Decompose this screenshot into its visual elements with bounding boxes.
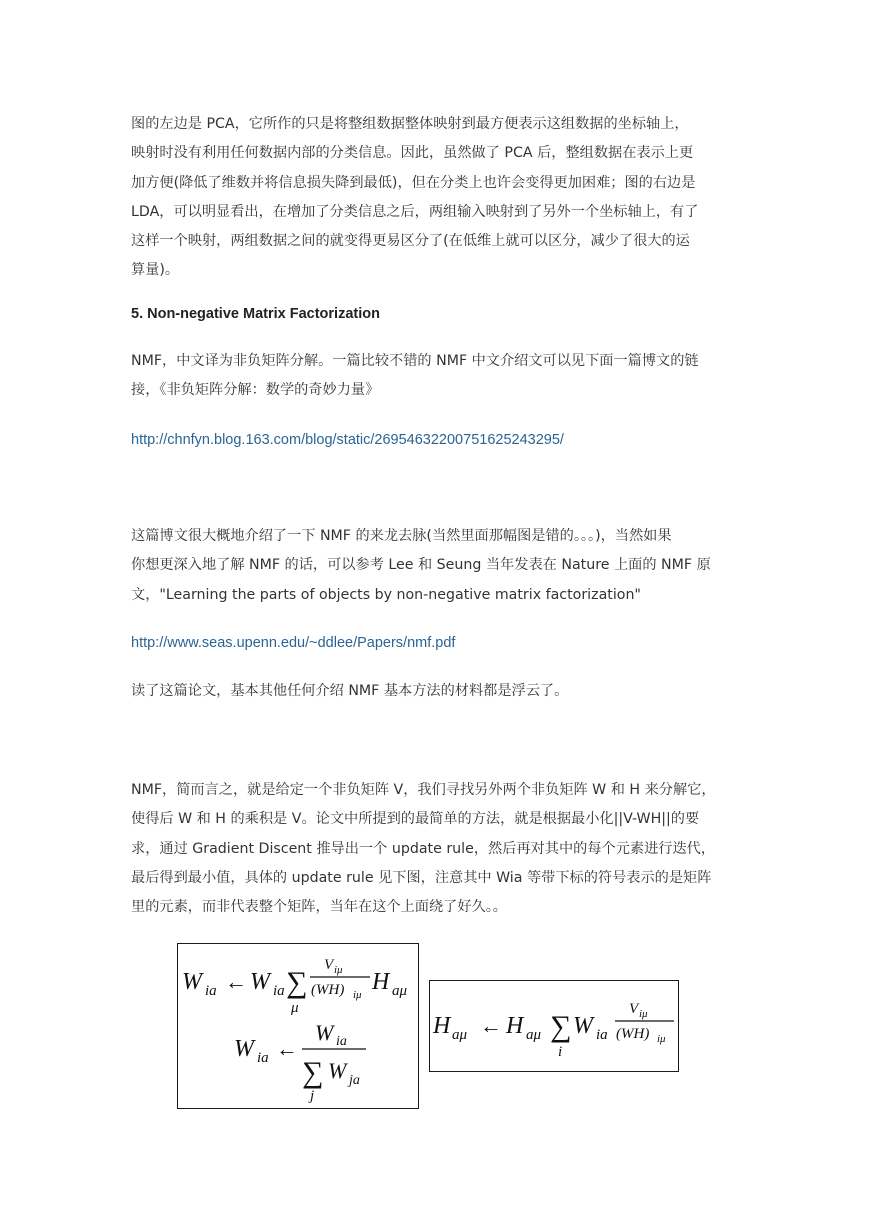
text-line: 你想更深入地了解 NMF 的话，可以参考 Lee 和 Seung 当年发表在 Nature 上面的 NMF 原 <box>131 557 711 574</box>
text-line: 算量)。 <box>131 262 180 279</box>
section-heading: 5. Non-negative Matrix Factorization <box>131 306 380 322</box>
paragraph-nmf-intro <box>131 347 741 406</box>
h-update-formula-box <box>429 980 679 1072</box>
subscript-ia: ia <box>273 983 285 999</box>
sum-symbol: ∑ <box>286 966 308 999</box>
subscript-ia: ia <box>336 1034 347 1049</box>
arrow-symbol: ← <box>480 1013 502 1038</box>
text-line: 文，"Learning the parts of objects by non-negative matrix factorization" <box>131 586 641 603</box>
subscript-ia: ia <box>257 1050 269 1066</box>
sum-symbol: ∑ <box>550 1010 572 1043</box>
text-line: 读了这篇论文，基本其他任何介绍 NMF 基本方法的材料都是浮云了。 <box>131 683 569 699</box>
symbol-h: H <box>372 969 390 995</box>
index-mu: μ <box>291 1000 299 1016</box>
arrow-symbol: ← <box>276 1036 298 1061</box>
symbol-wh: (WH) <box>311 982 345 998</box>
text-line: LDA，可以明显看出，在增加了分类信息之后，两组输入映射到了另外一个坐标轴上，有了 <box>131 203 699 220</box>
paragraph-nmf-paper <box>131 522 741 610</box>
paragraph-nmf-method <box>131 776 741 922</box>
symbol-w: W <box>315 1020 334 1045</box>
text-line: 这样一个映射，两组数据之间的就变得更易区分了(在低维上就可以区分，减少了很大的运 <box>131 233 690 250</box>
text-line: 接，《非负矩阵分解：数学的奇妙力量》 <box>131 382 380 399</box>
text-line: 最后得到最小值，具体的 update rule 见下图，注意其中 Wia 等带下标的符号表示的是矩阵 <box>131 869 712 886</box>
paragraph-pca-lda <box>131 110 741 286</box>
text-line: 使得后 W 和 H 的乘积是 V。论文中所提到的最简单的方法，就是根据最小化||V-WH||的要 <box>131 811 700 828</box>
subscript-imu: iμ <box>657 1033 666 1045</box>
symbol-w: W <box>328 1058 347 1083</box>
symbol-w: W <box>234 1036 254 1062</box>
h-update-formula <box>430 981 678 1071</box>
symbol-wh: (WH) <box>616 1026 650 1042</box>
sum-symbol: ∑ <box>302 1056 324 1089</box>
text-line: NMF，中文译为非负矩阵分解。一篇比较不错的 NMF 中文介绍文可以见下面一篇博文的链 <box>131 353 699 369</box>
symbol-w: W <box>182 969 202 995</box>
subscript-ia: ia <box>205 983 217 999</box>
symbol-w: W <box>250 969 270 995</box>
blog-link[interactable]: http://chnfyn.blog.163.com/blog/static/26954632200751625243295/ <box>131 432 564 448</box>
index-i: i <box>558 1044 563 1060</box>
subscript-amu: aμ <box>452 1027 468 1043</box>
text-line: 求，通过 Gradient Discent 推导出一个 update rule，然后再对其中的每个元素进行迭代， <box>131 840 716 857</box>
subscript-imu: iμ <box>334 964 343 976</box>
text-line: 里的元素，而非代表整个矩阵，当年在这个上面绕了好久。。 <box>131 899 507 916</box>
text-line: 这篇博文很大概地介绍了一下 NMF 的来龙去脉(当然里面那幅图是错的。。。)，当然如果 <box>131 528 672 544</box>
symbol-h: H <box>433 1013 451 1039</box>
symbol-h: H <box>506 1013 524 1039</box>
paper-link[interactable]: http://www.seas.upenn.edu/~ddlee/Papers/nmf.pdf <box>131 635 456 651</box>
text-line: NMF，简而言之，就是给定一个非负矩阵 V，我们寻找另外两个非负矩阵 W 和 H 来分解它， <box>131 782 716 798</box>
subscript-amu: aμ <box>526 1027 542 1043</box>
w-update-formula-box <box>177 943 419 1109</box>
subscript-ja: ja <box>349 1073 360 1088</box>
paragraph-paper-comment <box>131 677 741 706</box>
subscript-ia: ia <box>596 1027 608 1043</box>
arrow-symbol: ← <box>225 969 247 994</box>
text-line: 映射时没有利用任何数据内部的分类信息。因此，虽然做了 PCA 后，整组数据在表示上更 <box>131 145 694 162</box>
subscript-imu: iμ <box>639 1008 648 1020</box>
text-line: 加方便(降低了维数并将信息损失降到最低)，但在分类上也许会变得更加困难；图的右边是 <box>131 174 696 191</box>
w-update-formula <box>178 944 418 1108</box>
subscript-imu: iμ <box>353 989 362 1001</box>
symbol-w: W <box>573 1013 593 1039</box>
index-j: j <box>310 1088 315 1104</box>
text-line: 图的左边是 PCA，它所作的只是将整组数据整体映射到最方便表示这组数据的坐标轴上， <box>131 116 689 132</box>
subscript-amu: aμ <box>392 983 408 999</box>
symbol-v: V <box>629 1001 639 1017</box>
symbol-v: V <box>324 957 334 973</box>
